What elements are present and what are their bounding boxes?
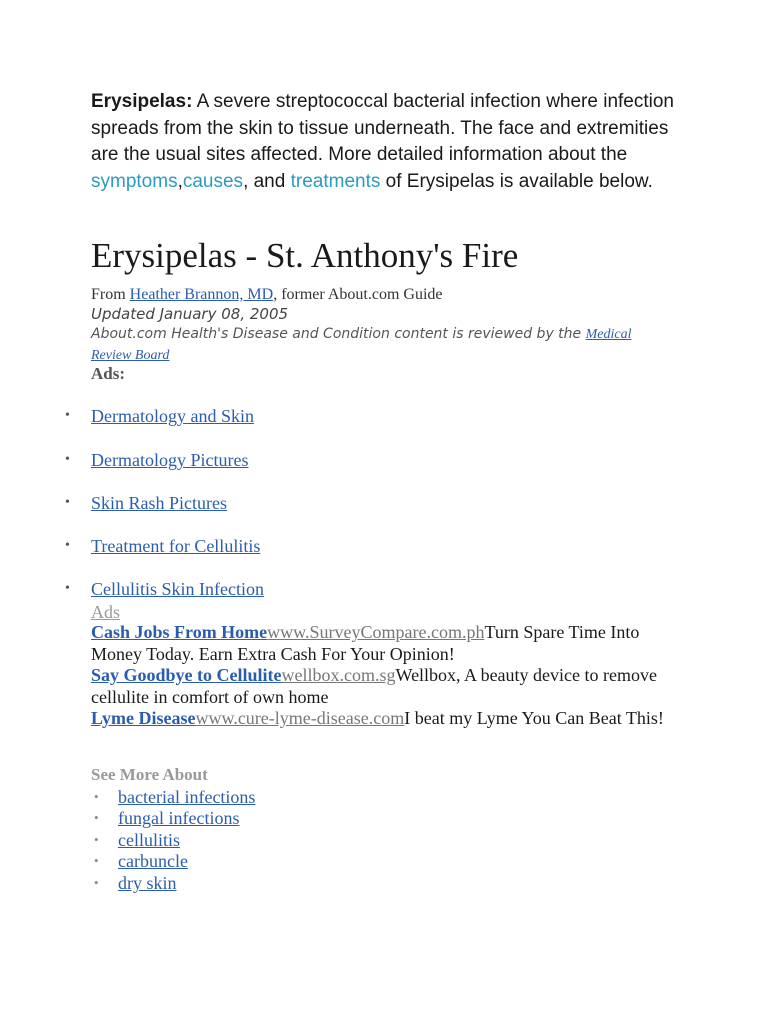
page-title: Erysipelas - St. Anthony's Fire	[91, 236, 519, 275]
sponsored-ad-title[interactable]: Lyme Disease	[91, 708, 196, 728]
intro-term: Erysipelas:	[91, 91, 193, 112]
see-more-item	[94, 829, 180, 851]
ad-link-cellulitis-skin-infection[interactable]: Cellulitis Skin Infection	[91, 579, 264, 599]
see-more-item	[94, 872, 177, 894]
intro-comma: ,	[177, 170, 183, 192]
bullet-icon: •	[94, 810, 99, 825]
review-notice	[91, 324, 651, 366]
sponsored-ad-url[interactable]: www.cure-lyme-disease.com	[195, 708, 405, 728]
ad-link-treatment-for-cellulitis[interactable]: Treatment for Cellulitis	[91, 536, 261, 556]
updated-date: Updated January 08, 2005	[91, 305, 289, 323]
intro-text-1: A severe streptococcal bacterial infection where infection spreads from the skin to tissue underneath. The face and extremities are the usual sites affected. More detailed information about the	[91, 91, 675, 165]
sponsored-ad	[91, 665, 671, 708]
see-more-item	[94, 786, 256, 808]
sponsored-ad	[91, 708, 671, 730]
sponsored-ad-desc: Wellbox, A beauty device to remove cellulite in comfort of own home	[91, 665, 657, 707]
byline-prefix: From	[91, 286, 130, 303]
bullet-icon: •	[65, 495, 70, 510]
intro-text-2: , and	[243, 170, 291, 192]
ad-link-item	[65, 405, 254, 427]
sponsored-ad-title[interactable]: Cash Jobs From Home	[91, 622, 268, 642]
see-more-link-cellulitis[interactable]: cellulitis	[118, 830, 180, 850]
see-more-heading: See More About	[91, 765, 208, 784]
symptoms-link[interactable]: symptoms	[91, 170, 178, 192]
ads-sub-label[interactable]: Ads	[91, 602, 121, 622]
ad-link-skin-rash-pictures[interactable]: Skin Rash Pictures	[91, 493, 228, 513]
sponsored-ad-title[interactable]: Say Goodbye to Cellulite	[91, 665, 282, 685]
ads-label: Ads:	[91, 364, 126, 383]
bullet-icon: •	[65, 408, 70, 423]
author-link[interactable]: Heather Brannon, MD	[129, 286, 274, 303]
sponsored-ad-desc: Turn Spare Time Into Money Today. Earn Extra Cash For Your Opinion!	[91, 622, 640, 664]
intro-text-3: of Erysipelas is available below.	[380, 170, 653, 192]
review-board-link[interactable]: Medical Review Board	[91, 327, 632, 363]
sponsored-ad-desc: I beat my Lyme You Can Beat This!	[404, 708, 664, 728]
ad-link-item	[65, 492, 228, 514]
bullet-icon: •	[94, 853, 99, 868]
ad-link-item	[65, 535, 261, 557]
see-more-link-carbuncle[interactable]: carbuncle	[118, 851, 188, 871]
ad-link-item	[65, 449, 249, 471]
causes-link[interactable]: causes	[182, 170, 244, 192]
sponsored-ad-url[interactable]: wellbox.com.sg	[281, 665, 396, 685]
intro-paragraph	[91, 89, 691, 195]
sponsored-ad-url[interactable]: www.SurveyCompare.com.ph	[267, 622, 485, 642]
see-more-link-dry-skin[interactable]: dry skin	[118, 873, 177, 893]
ad-link-item	[65, 578, 264, 600]
see-more-item	[94, 850, 188, 872]
ad-link-dermatology-pictures[interactable]: Dermatology Pictures	[91, 450, 249, 470]
sponsored-ad	[91, 622, 671, 665]
bullet-icon: •	[65, 538, 70, 553]
bullet-icon: •	[94, 875, 99, 890]
byline	[91, 285, 442, 305]
bullet-icon: •	[65, 581, 70, 596]
bullet-icon: •	[65, 452, 70, 467]
ad-link-dermatology-and-skin[interactable]: Dermatology and Skin	[91, 406, 254, 426]
see-more-item	[94, 807, 240, 829]
treatments-link[interactable]: treatments	[290, 170, 381, 192]
byline-suffix: , former About.com Guide	[273, 286, 443, 303]
see-more-link-fungal-infections[interactable]: fungal infections	[118, 808, 240, 828]
see-more-link-bacterial-infections[interactable]: bacterial infections	[118, 787, 256, 807]
review-text: About.com Health's Disease and Condition content is reviewed by the	[91, 326, 586, 342]
bullet-icon: •	[94, 832, 99, 847]
bullet-icon: •	[94, 789, 99, 804]
